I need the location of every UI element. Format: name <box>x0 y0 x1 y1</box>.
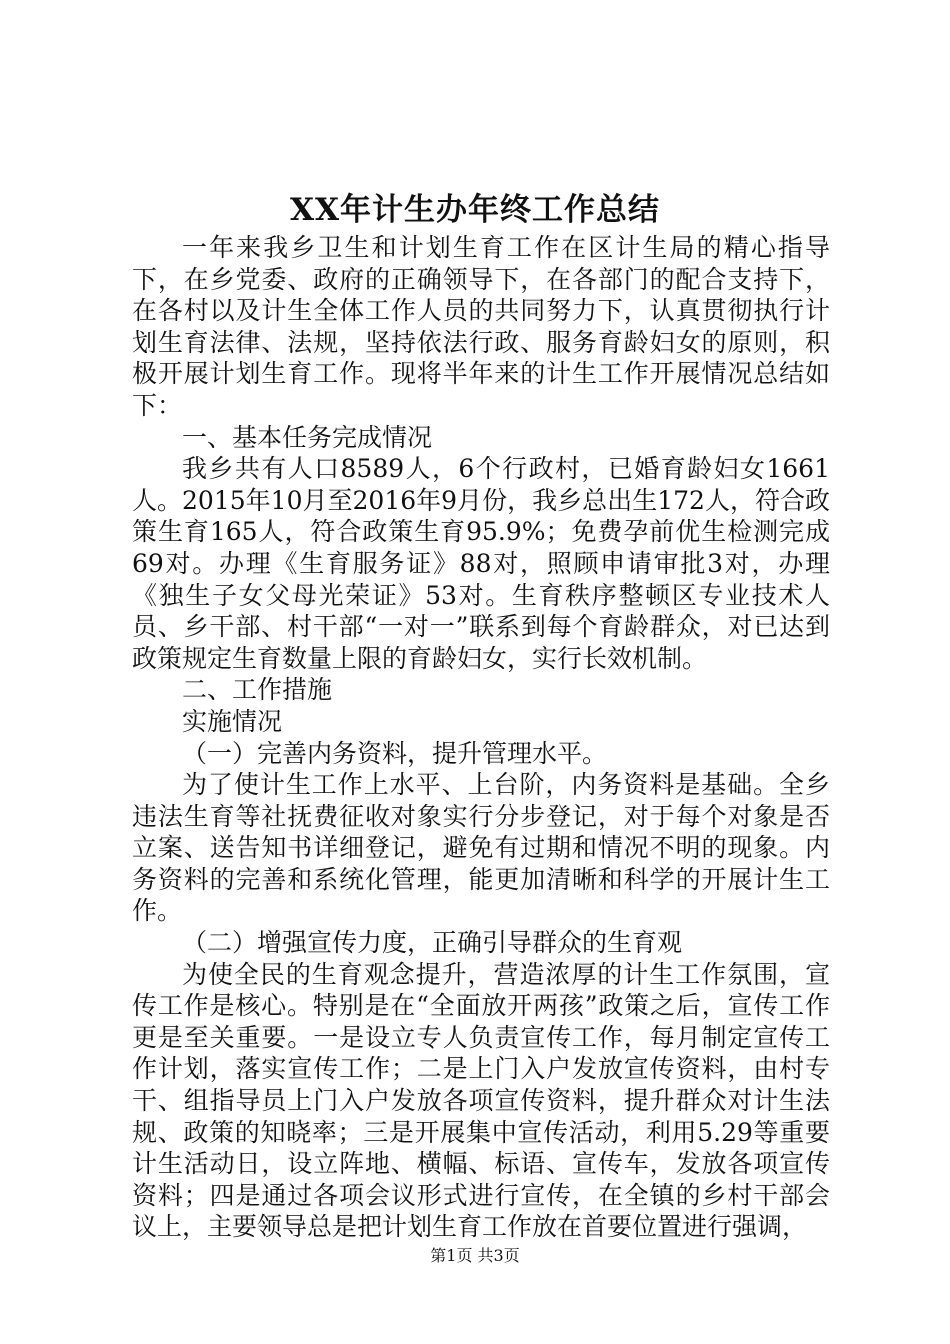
subheading-publicity: （二）增强宣传力度，正确引导群众的生育观 <box>182 928 683 958</box>
section-heading-basic-tasks: 一、基本任务完成情况 <box>182 422 433 452</box>
subheading-internal-materials: （一）完善内务资料，提升管理水平。 <box>182 738 608 768</box>
page-number-footer: 第1页 共3页 <box>430 1246 520 1265</box>
document-body <box>132 232 830 1243</box>
subheading-implementation: 实施情况 <box>182 706 283 736</box>
paragraph-publicity: 为使全民的生育观念提升，营造浓厚的计生工作氛围，宣传工作是核心。特别是在“全面放开两孩”政策之后，宣传工作更是至关重要。一是设立专人负责宣传工作，每月制定宣传工作计划，落实宣传工作；二是上门入户发放宣传资料，由村专干、组指导员上门入户发放各项宣传资料，提升群众对计生法规、政策的知晓率；三是开展集中宣传活动，利用5.29等重要计生活动日，设立阵地、横幅、标语、宣传车，发放各项宣传资料；四是通过各项会议形式进行宣传，在全镇的乡村干部会议上，主要领导总是把计划生育工作放在首要位置进行强调， <box>132 959 830 1242</box>
document-title: XX年计生办年终工作总结 <box>289 192 661 228</box>
paragraph-internal-materials: 为了使计生工作上水平、上台阶，内务资料是基础。全乡违法生育等社抚费征收对象实行分步登记，对于每个对象是否立案、送告知书详细登记，避免有过期和情况不明的现象。内务资料的完善和系统化管理，能更加清晰和科学的开展计生工作。 <box>132 770 830 926</box>
paragraph-intro: 一年来我乡卫生和计划生育工作在区计生局的精心指导下，在乡党委、政府的正确领导下，在各部门的配合支持下，在各村以及计生全体工作人员的共同努力下，认真贯彻执行计划生育法律、法规，坚持依法行政、服务育龄妇女的原则，积极开展计划生育工作。现将半年来的计生工作开展情况总结如下： <box>132 233 830 420</box>
paragraph-statistics: 我乡共有人口8589人，6个行政村，已婚育龄妇女1661人。2015年10月至2016年9月份，我乡总出生172人，符合政策生育165人，符合政策生育95.9%；免费孕前优生检测完成69对。办理《生育服务证》88对，照顾申请审批3对，办理《独生子女父母光荣证》53对。生育秩序整顿区专业技术人员、乡干部、村干部“一对一”联系到每个育龄群众，对已达到政策规定生育数量上限的育龄妇女，实行长效机制。 <box>132 454 830 673</box>
section-heading-measures: 二、工作措施 <box>182 675 333 705</box>
